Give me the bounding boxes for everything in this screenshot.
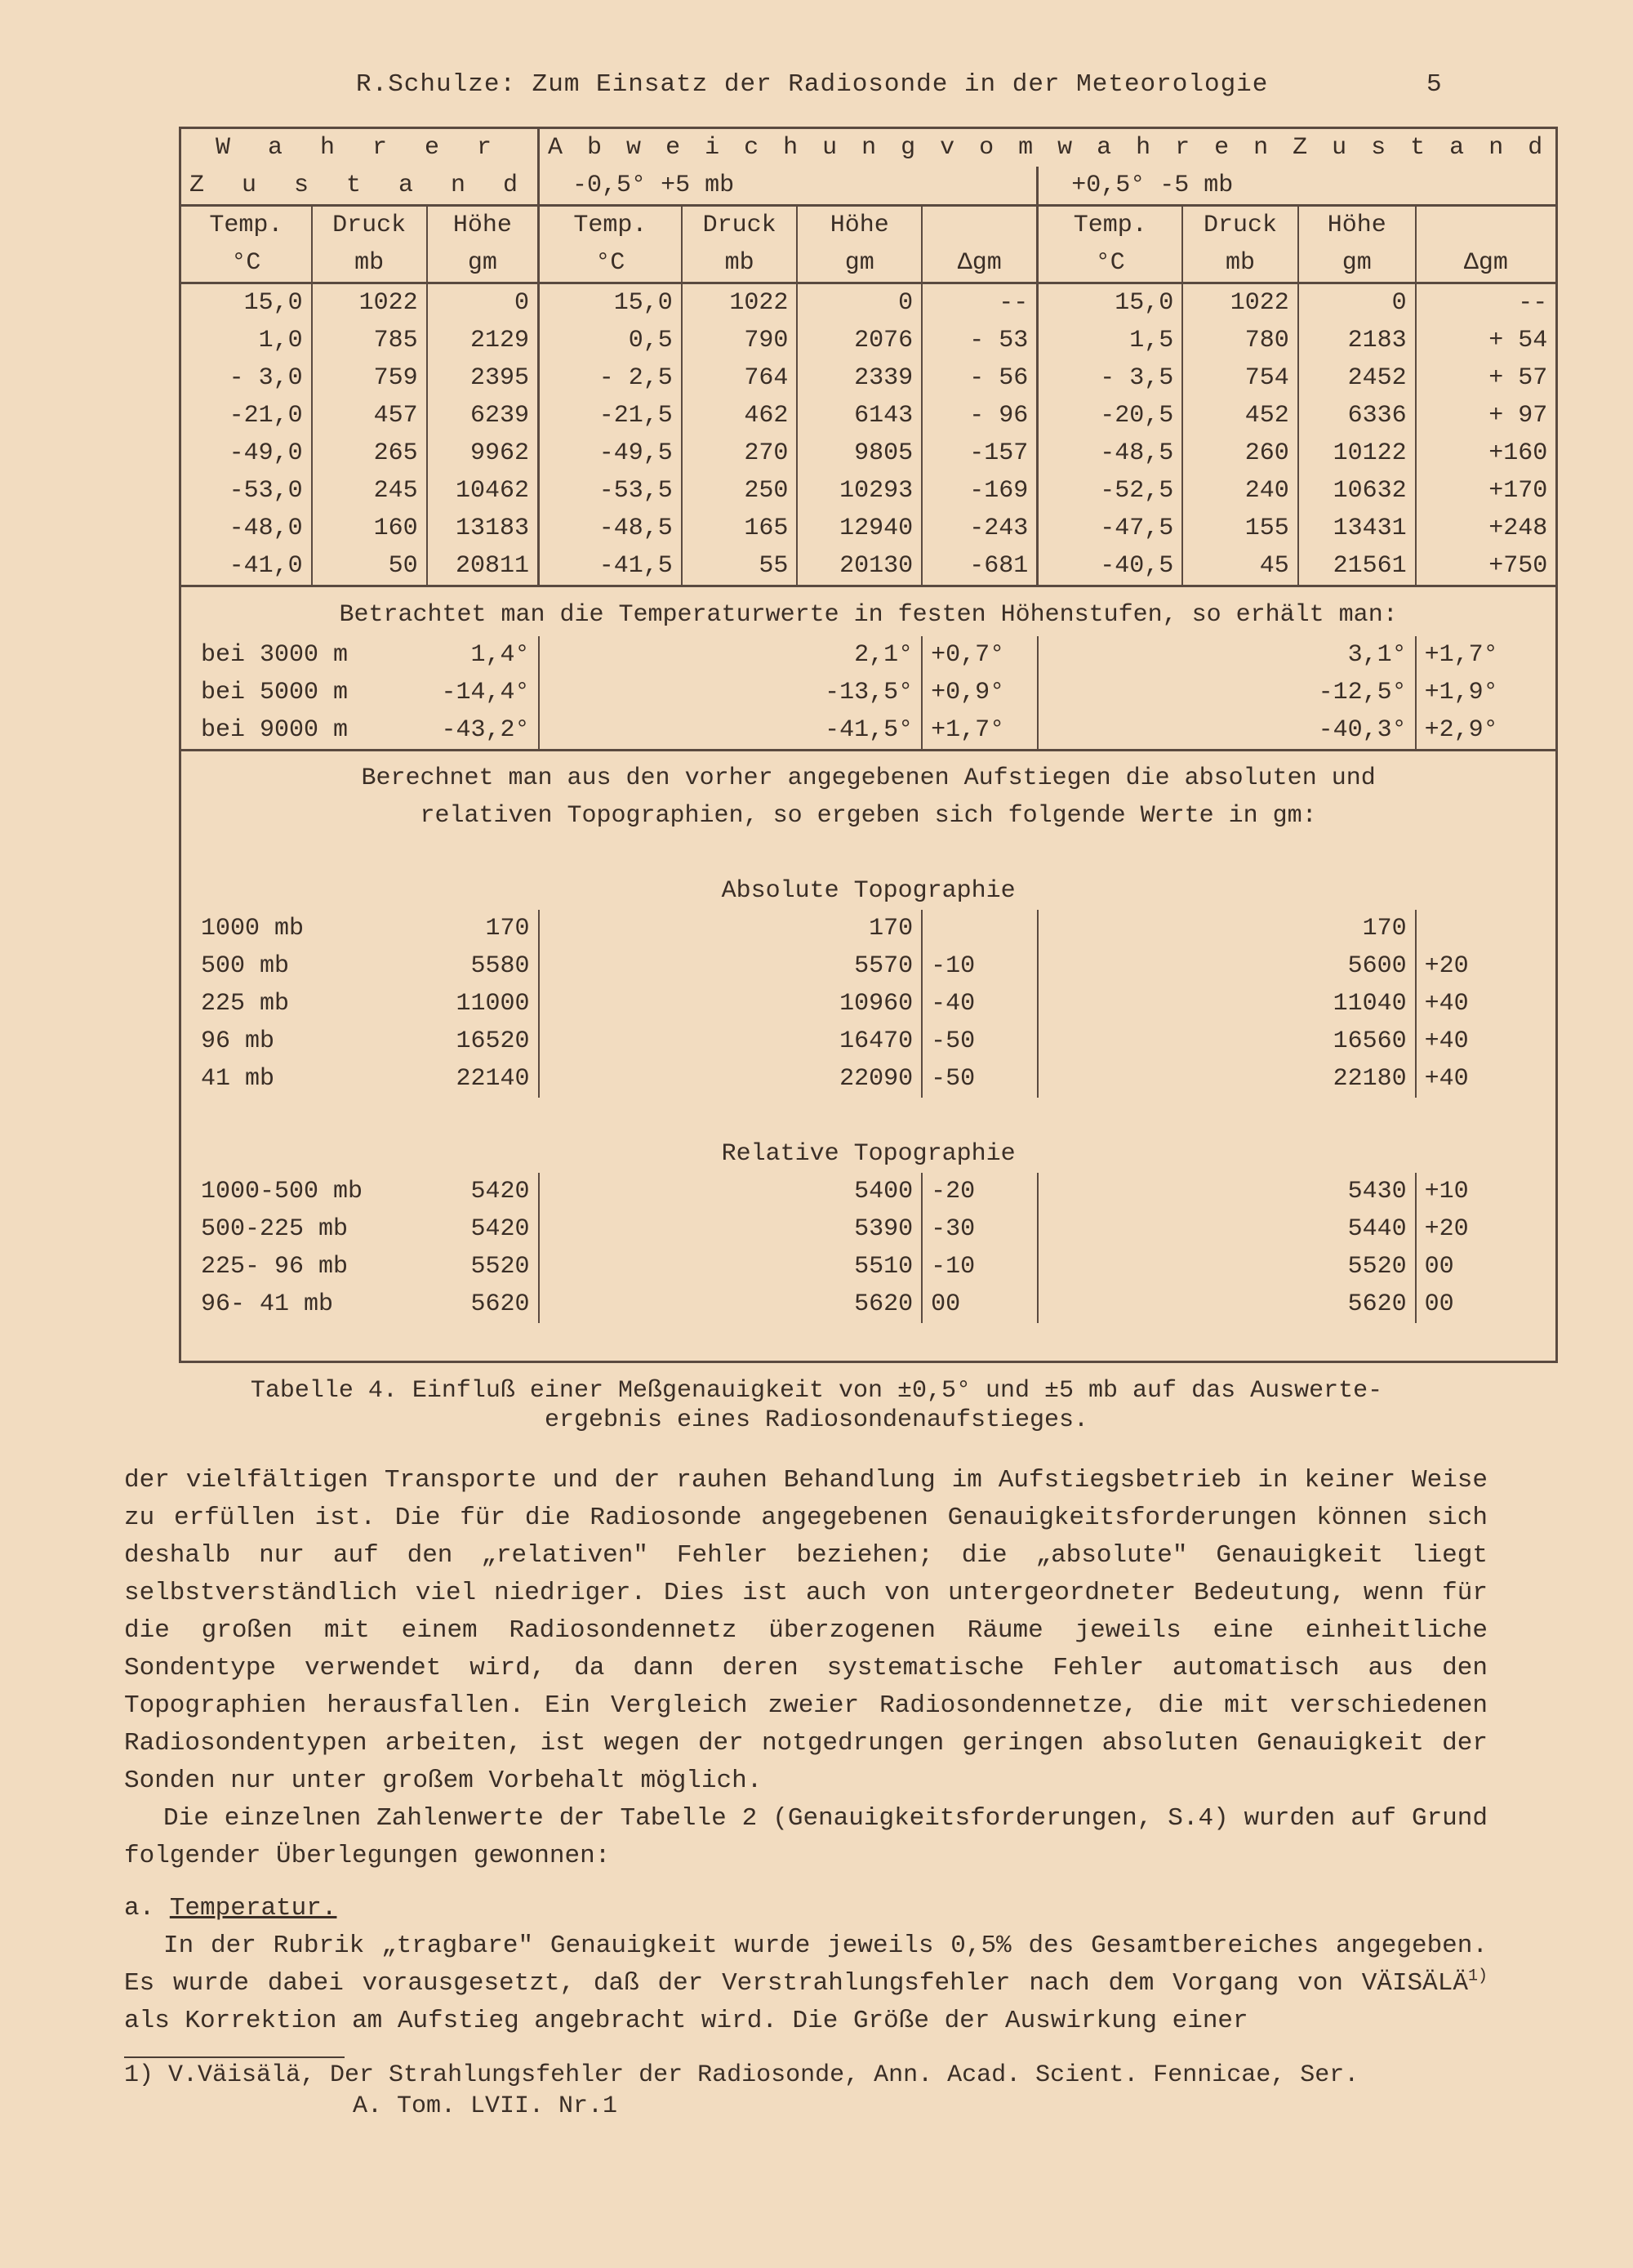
row-value-a: 16470 — [539, 1023, 923, 1060]
table-row — [180, 472, 1557, 510]
cell-hoehe-a: 20130 — [797, 547, 922, 586]
table-row — [180, 1285, 1557, 1323]
paragraph-1: der vielfältigen Transporte und der rauhen Behandlung im Aufstiegsbetrieb in keiner Weise zu erfüllen ist. Die für die Radiosonde angegebenen Genauigkeitsforderungen können sich deshalb nur auf den „relativen" Fehler beziehen; die „absolute" Genauigkeit liegt selbstverständlich viel niedriger. Dies ist auch von untergeordneter Bedeutung, wenn für die großen mit einem Radiosondennetz überzogenen Räume jeweils eine einheitliche Sondentype verwendet wird, da dann deren systematische Fehler automatisch aus den Topographien herausfallen. Ein Vergleich zweier Radiosondennetze, die mit verschiedenen Radiosondentypen arbeiten, ist wegen der notgedrungen geringen absoluten Genauigkeit der Sonden nur unter großem Vorbehalt möglich. — [124, 1466, 1488, 1795]
row-value: 16520 — [456, 1027, 530, 1055]
table-row — [180, 434, 1557, 472]
table-row — [180, 1173, 1557, 1210]
row-value: 5520 — [470, 1253, 530, 1281]
cell-druck-b: 1022 — [1182, 283, 1298, 323]
row-value: 5620 — [470, 1290, 530, 1318]
row-value: 5580 — [470, 952, 530, 980]
table-row — [180, 910, 1557, 947]
row-label: 1000-500 mb — [201, 1178, 363, 1205]
row-delta-b: +1,7° — [1416, 636, 1557, 674]
cell-temp-a: 0,5 — [539, 322, 682, 359]
body-text — [124, 1462, 1488, 2040]
row-label: 41 mb — [201, 1065, 275, 1093]
paragraph-3-text-end: als Korrektion am Aufstieg angebracht wird. Die Größe der Auswirkung einer — [124, 2007, 1248, 2035]
paragraph-3 — [124, 1927, 1488, 2040]
row-value: 170 — [485, 915, 530, 942]
row-delta-b: +10 — [1416, 1173, 1557, 1210]
main-data-rows — [180, 283, 1557, 586]
unit-dgm-b: Δgm — [1416, 244, 1557, 283]
row-value-a: 10960 — [539, 985, 923, 1023]
cell-temp-b: 15,0 — [1038, 283, 1183, 323]
caption-line-1: Tabelle 4. Einfluß einer Meßgenauigkeit von ±0,5° und ±5 mb auf das Auswerte- — [250, 1377, 1383, 1405]
table-row — [180, 636, 1557, 674]
cell-druck-b: 452 — [1182, 397, 1298, 434]
footnote-line-2: A. Tom. LVII. Nr.1 — [353, 2092, 618, 2120]
table-row — [180, 547, 1557, 586]
cell-hoehe: 2395 — [427, 359, 539, 397]
cell-hoehe-b: 13431 — [1298, 510, 1416, 547]
topography-intro-1: Berechnet man aus den vorher angegebenen Aufstiegen die absoluten und — [180, 751, 1557, 798]
footnote-marker: 1) — [1467, 1967, 1488, 1986]
cell-hoehe: 2129 — [427, 322, 539, 359]
cell-hoehe: 10462 — [427, 472, 539, 510]
unit-gm-a: gm — [797, 244, 922, 283]
row-delta-b: +40 — [1416, 1060, 1557, 1098]
row-delta-b: +40 — [1416, 985, 1557, 1023]
cell-hoehe-a: 10293 — [797, 472, 922, 510]
cell-dgm-a: - 53 — [922, 322, 1038, 359]
cell-temp-a: 15,0 — [539, 283, 682, 323]
table-4 — [179, 127, 1558, 1363]
topography-intro-2: relativen Topographien, so ergeben sich folgende Werte in gm: — [420, 802, 1317, 830]
row-delta-b — [1416, 910, 1557, 947]
table-row — [180, 947, 1557, 985]
cell-hoehe: 0 — [427, 283, 539, 323]
cell-dgm-b: -- — [1416, 283, 1557, 323]
cell-druck: 50 — [312, 547, 427, 586]
table-row — [180, 985, 1557, 1023]
row-label: 225- 96 mb — [201, 1253, 349, 1281]
row-delta-b: +20 — [1416, 947, 1557, 985]
cell-dgm-a: -243 — [922, 510, 1038, 547]
cell-dgm-a: - 56 — [922, 359, 1038, 397]
row-value-b: 22180 — [1038, 1060, 1416, 1098]
col-dgm-a-blank — [922, 206, 1038, 245]
col-temp: Temp. — [209, 212, 283, 239]
cell-dgm-b: +160 — [1416, 434, 1557, 472]
cell-druck-a: 250 — [682, 472, 798, 510]
row-value-b: 11040 — [1038, 985, 1416, 1023]
cell-temp: 1,0 — [258, 327, 303, 354]
row-delta-b: 00 — [1416, 1248, 1557, 1285]
row-value-a: 170 — [539, 910, 923, 947]
row-value: -43,2° — [441, 716, 530, 744]
row-label: 500 mb — [201, 952, 290, 980]
row-value: 1,4° — [470, 641, 530, 669]
col-hoehe: Höhe — [427, 206, 539, 245]
row-label: 1000 mb — [201, 915, 305, 942]
row-label: bei 5000 m — [201, 679, 349, 706]
cell-hoehe-b: 2452 — [1298, 359, 1416, 397]
cell-temp-a: -48,5 — [539, 510, 682, 547]
cell-hoehe-a: 0 — [797, 283, 922, 323]
row-value-a: -41,5° — [539, 711, 923, 751]
deviation-b-label: +0,5° -5 mb — [1038, 167, 1557, 206]
cell-hoehe-a: 2076 — [797, 322, 922, 359]
section-heading — [124, 1890, 1488, 1927]
row-delta-a: +0,7° — [922, 636, 1038, 674]
cell-hoehe: 20811 — [427, 547, 539, 586]
col-dgm-b-blank — [1416, 206, 1557, 245]
table-row — [180, 1023, 1557, 1060]
col-druck-b: Druck — [1182, 206, 1298, 245]
cell-temp-b: -40,5 — [1038, 547, 1183, 586]
unit-dgm-a: Δgm — [922, 244, 1038, 283]
cell-hoehe-b: 2183 — [1298, 322, 1416, 359]
section-letter: a. — [124, 1894, 155, 1923]
cell-dgm-a: - 96 — [922, 397, 1038, 434]
cell-dgm-b: +170 — [1416, 472, 1557, 510]
cell-temp: - 3,0 — [229, 364, 303, 392]
cell-hoehe-b: 10632 — [1298, 472, 1416, 510]
cell-druck-a: 1022 — [682, 283, 798, 323]
cell-hoehe-b: 10122 — [1298, 434, 1416, 472]
cell-druck: 160 — [312, 510, 427, 547]
row-value-b: 3,1° — [1038, 636, 1416, 674]
cell-druck: 785 — [312, 322, 427, 359]
row-delta-a: 00 — [922, 1285, 1038, 1323]
unit-c-b: °C — [1038, 244, 1183, 283]
row-value: 22140 — [456, 1065, 530, 1093]
cell-temp: -49,0 — [229, 439, 303, 467]
cell-temp-b: -52,5 — [1038, 472, 1183, 510]
unit-c-a: °C — [539, 244, 682, 283]
row-delta-a: -50 — [922, 1023, 1038, 1060]
row-value-b: 5520 — [1038, 1248, 1416, 1285]
spacer — [180, 1323, 1557, 1362]
table-row — [180, 1060, 1557, 1098]
cell-hoehe: 13183 — [427, 510, 539, 547]
row-delta-a: -50 — [922, 1060, 1038, 1098]
table-row — [180, 674, 1557, 711]
cell-temp-a: -41,5 — [539, 547, 682, 586]
cell-druck-b: 260 — [1182, 434, 1298, 472]
cell-hoehe: 6239 — [427, 397, 539, 434]
cell-druck: 759 — [312, 359, 427, 397]
caption-line-2: ergebnis eines Radiosondenaufstieges. — [544, 1406, 1089, 1434]
cell-temp-b: -48,5 — [1038, 434, 1183, 472]
cell-temp: 15,0 — [243, 289, 303, 317]
table-row — [180, 283, 1557, 323]
row-label: 500-225 mb — [201, 1215, 349, 1243]
cell-hoehe-b: 0 — [1298, 283, 1416, 323]
section-title: Temperatur. — [169, 1894, 337, 1923]
cell-druck-a: 55 — [682, 547, 798, 586]
cell-druck-a: 764 — [682, 359, 798, 397]
cell-hoehe: 9962 — [427, 434, 539, 472]
unit-mb-b: mb — [1182, 244, 1298, 283]
row-label: bei 3000 m — [201, 641, 349, 669]
cell-hoehe-a: 2339 — [797, 359, 922, 397]
row-value-a: -13,5° — [539, 674, 923, 711]
row-value-b: -12,5° — [1038, 674, 1416, 711]
spacer — [180, 835, 1557, 872]
row-delta-a — [922, 910, 1038, 947]
row-delta-a: +1,7° — [922, 711, 1038, 751]
row-value-b: 5440 — [1038, 1210, 1416, 1248]
table-row — [180, 322, 1557, 359]
cell-dgm-a: -157 — [922, 434, 1038, 472]
cell-druck-b: 155 — [1182, 510, 1298, 547]
paragraph-2: Die einzelnen Zahlenwerte der Tabelle 2 (Genauigkeitsforderungen, S.4) wurden auf Grund folgender Überlegungen gewonnen: — [124, 1804, 1488, 1870]
col-hoehe-b: Höhe — [1298, 206, 1416, 245]
cell-dgm-b: + 57 — [1416, 359, 1557, 397]
cell-temp: -48,0 — [229, 515, 303, 542]
cell-druck-a: 165 — [682, 510, 798, 547]
unit-gm: gm — [427, 244, 539, 283]
cell-druck: 457 — [312, 397, 427, 434]
spacer — [180, 1098, 1557, 1135]
cell-temp-b: 1,5 — [1038, 322, 1183, 359]
row-value-b: 16560 — [1038, 1023, 1416, 1060]
page-number: 5 — [1426, 70, 1442, 99]
deviation-a-label: -0,5° +5 mb — [539, 167, 1038, 206]
row-delta-a: -10 — [922, 947, 1038, 985]
row-label: bei 9000 m — [201, 716, 349, 744]
cell-dgm-b: + 97 — [1416, 397, 1557, 434]
relative-topography-heading — [180, 1098, 1557, 1173]
row-value-a: 2,1° — [539, 636, 923, 674]
deviation-title: A b w e i c h u n g v o m w a h r e n Z u s t a n d — [539, 128, 1557, 167]
cell-temp-a: -53,5 — [539, 472, 682, 510]
row-delta-a: -20 — [922, 1173, 1038, 1210]
true-state-label-2: Z u s t a n d — [180, 167, 539, 206]
row-delta-a: -30 — [922, 1210, 1038, 1248]
cell-dgm-a: -169 — [922, 472, 1038, 510]
row-value: 5420 — [470, 1178, 530, 1205]
cell-druck-a: 790 — [682, 322, 798, 359]
cell-druck-b: 780 — [1182, 322, 1298, 359]
row-value-b: -40,3° — [1038, 711, 1416, 751]
col-druck-a: Druck — [682, 206, 798, 245]
cell-dgm-b: +750 — [1416, 547, 1557, 586]
cell-druck-b: 240 — [1182, 472, 1298, 510]
row-delta-b: +20 — [1416, 1210, 1557, 1248]
col-hoehe-a: Höhe — [797, 206, 922, 245]
row-value: -14,4° — [441, 679, 530, 706]
table-caption — [196, 1376, 1437, 1435]
row-value-a: 5400 — [539, 1173, 923, 1210]
cell-hoehe-a: 6143 — [797, 397, 922, 434]
cell-temp-b: - 3,5 — [1038, 359, 1183, 397]
footnote-rule — [124, 2056, 345, 2058]
temperature-section — [180, 586, 1557, 751]
col-druck: Druck — [312, 206, 427, 245]
absolute-topography-title: Absolute Topographie — [721, 877, 1016, 905]
cell-dgm-a: -681 — [922, 547, 1038, 586]
col-temp-b: Temp. — [1038, 206, 1183, 245]
row-delta-b: 00 — [1416, 1285, 1557, 1323]
temperature-intro: Betrachtet man die Temperaturwerte in festen Höhenstufen, so erhält man: — [180, 586, 1557, 637]
row-value-a: 5390 — [539, 1210, 923, 1248]
true-state-label: W a h r e r — [216, 134, 504, 162]
cell-dgm-b: + 54 — [1416, 322, 1557, 359]
table-row — [180, 510, 1557, 547]
row-value-a: 5620 — [539, 1285, 923, 1323]
table-row — [180, 711, 1557, 751]
cell-dgm-a: -- — [922, 283, 1038, 323]
relative-topography-title: Relative Topographie — [721, 1140, 1016, 1168]
unit-c: °C — [180, 244, 312, 283]
cell-druck: 1022 — [312, 283, 427, 323]
cell-temp: -41,0 — [229, 552, 303, 580]
cell-hoehe-a: 12940 — [797, 510, 922, 547]
spacer — [124, 1875, 1488, 1890]
cell-druck: 265 — [312, 434, 427, 472]
row-delta-b: +40 — [1416, 1023, 1557, 1060]
paragraph-3-text: In der Rubrik „tragbare" Genauigkeit wurde jeweils 0,5% des Gesamtbereiches angegeben. Es wurde dabei vorausgesetzt, daß der Verstrahlungsfehler nach dem Vorgang von VÄISÄLÄ — [124, 1932, 1488, 1998]
table-row — [180, 359, 1557, 397]
row-value: 5420 — [470, 1215, 530, 1243]
row-value-a: 22090 — [539, 1060, 923, 1098]
unit-mb: mb — [312, 244, 427, 283]
row-value-b: 5600 — [1038, 947, 1416, 985]
row-value-a: 5570 — [539, 947, 923, 985]
footnote — [124, 2060, 1512, 2122]
cell-druck-a: 270 — [682, 434, 798, 472]
unit-gm-b: gm — [1298, 244, 1416, 283]
row-delta-b: +2,9° — [1416, 711, 1557, 751]
cell-temp-b: -47,5 — [1038, 510, 1183, 547]
cell-druck-b: 45 — [1182, 547, 1298, 586]
cell-temp: -21,0 — [229, 402, 303, 430]
cell-temp-a: -49,5 — [539, 434, 682, 472]
row-value-b: 170 — [1038, 910, 1416, 947]
row-value: 11000 — [456, 990, 530, 1018]
table-row — [180, 397, 1557, 434]
cell-druck-a: 462 — [682, 397, 798, 434]
cell-hoehe-a: 9805 — [797, 434, 922, 472]
row-value-b: 5620 — [1038, 1285, 1416, 1323]
row-delta-a: -10 — [922, 1248, 1038, 1285]
relative-topography-rows — [180, 1173, 1557, 1323]
row-label: 96 mb — [201, 1027, 275, 1055]
cell-dgm-b: +248 — [1416, 510, 1557, 547]
cell-temp-a: -21,5 — [539, 397, 682, 434]
unit-mb-a: mb — [682, 244, 798, 283]
cell-temp: -53,0 — [229, 477, 303, 505]
cell-temp-b: -20,5 — [1038, 397, 1183, 434]
table-row — [180, 1210, 1557, 1248]
cell-temp-a: - 2,5 — [539, 359, 682, 397]
row-value-a: 5510 — [539, 1248, 923, 1285]
row-label: 96- 41 mb — [201, 1290, 334, 1318]
row-label: 225 mb — [201, 990, 290, 1018]
row-value-b: 5430 — [1038, 1173, 1416, 1210]
footnote-line-1: 1) V.Väisälä, Der Strahlungsfehler der Radiosonde, Ann. Acad. Scient. Fennicae, Ser. — [124, 2061, 1359, 2089]
row-delta-a: -40 — [922, 985, 1038, 1023]
absolute-topography-rows — [180, 910, 1557, 1098]
row-delta-b: +1,9° — [1416, 674, 1557, 711]
cell-hoehe-b: 6336 — [1298, 397, 1416, 434]
running-head — [0, 70, 1633, 103]
table-row — [180, 1248, 1557, 1285]
row-delta-a: +0,9° — [922, 674, 1038, 711]
cell-druck: 245 — [312, 472, 427, 510]
topography-section — [180, 751, 1557, 911]
col-temp-a: Temp. — [539, 206, 682, 245]
cell-druck-b: 754 — [1182, 359, 1298, 397]
running-title: R.Schulze: Zum Einsatz der Radiosonde in der Meteorologie — [356, 70, 1269, 99]
cell-hoehe-b: 21561 — [1298, 547, 1416, 586]
